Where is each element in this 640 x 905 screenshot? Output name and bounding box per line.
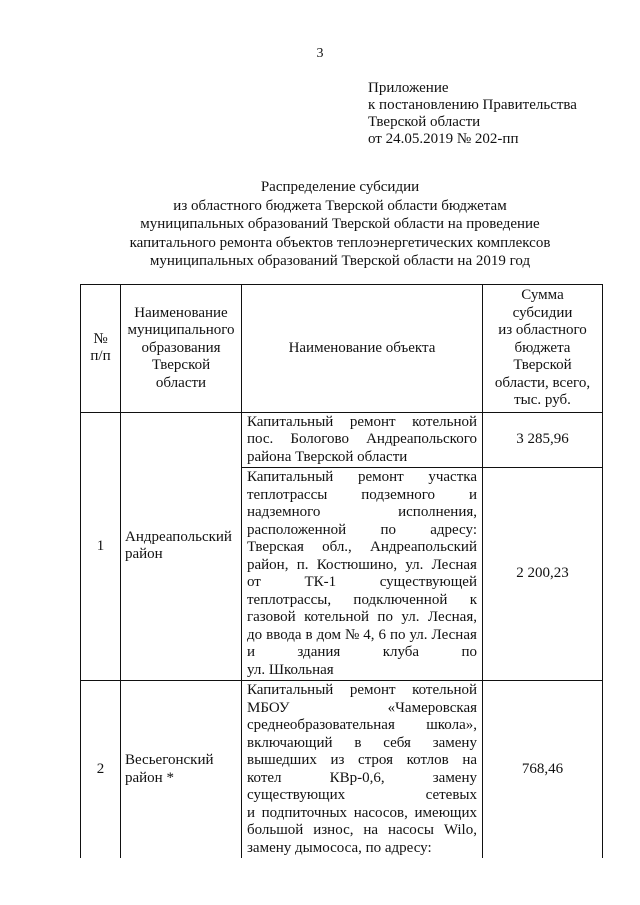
object-line: замену дымососа, по адресу: <box>247 839 432 856</box>
row-municipality <box>121 681 242 859</box>
row-municipality <box>121 412 242 681</box>
appendix-line: к постановлению Правительства <box>368 97 577 113</box>
object-line: среднеобразовательная школа», <box>247 717 477 733</box>
appendix-block <box>368 80 577 148</box>
object-line: Капитальный ремонт котельной <box>247 413 477 430</box>
object-line: теплотрассы, подключенной к <box>247 591 477 608</box>
header-line: № <box>93 330 108 347</box>
object-line: Капитальный ремонт котельной <box>247 682 477 698</box>
object-line: и подпиточных насосов, имеющих <box>247 804 477 821</box>
municipality-line: район * <box>125 769 174 786</box>
title-line: муниципальных образований Тверской области на проведение <box>140 216 540 232</box>
header-municipality <box>121 285 242 413</box>
header-line: Сумма <box>521 287 564 303</box>
object-line: до ввода в дом № 4, 6 по ул. Лесная <box>247 626 477 643</box>
municipality-line: Весьегонский <box>125 752 214 768</box>
subsidy-table <box>80 284 603 858</box>
title-line: муниципальных образований Тверской области на 2019 год <box>149 253 531 269</box>
header-num <box>81 285 121 413</box>
header-line: Тверской <box>513 357 572 373</box>
object-line: и здания клуба по <box>247 644 477 660</box>
object-cell <box>242 681 483 859</box>
amount-cell: 3 285,96 <box>483 412 603 468</box>
header-line: Тверской области <box>151 357 211 391</box>
object-line: район, п. Костюшино, ул. Лесная <box>247 556 477 573</box>
table-row <box>81 412 603 468</box>
header-line: из областного <box>498 322 587 338</box>
appendix-line: от 24.05.2019 № 202-пп <box>368 131 519 147</box>
header-line: образования <box>141 339 221 356</box>
object-line: пос. Бологово Андреапольского <box>247 431 477 447</box>
object-line: расположенной по адресу: <box>247 521 477 538</box>
object-line: от ТК-1 существующей <box>247 574 477 590</box>
header-amount <box>483 285 603 413</box>
header-line: субсидии <box>512 304 573 321</box>
title-line: из областного бюджета Тверской области бюджетам <box>173 197 507 214</box>
municipality-line: Андреапольский <box>125 528 232 545</box>
object-cell <box>242 468 483 681</box>
amount-cell: 768,46 <box>483 681 603 859</box>
object-line: большой износ, на насосы Wilo, <box>247 822 477 838</box>
object-line: района Тверской области <box>247 448 408 465</box>
appendix-line: Тверской области <box>368 114 481 130</box>
row-num: 1 <box>81 412 121 681</box>
object-line: надземного исполнения, <box>247 504 477 520</box>
table-header-row <box>81 285 603 413</box>
object-line: Тверская обл., Андреапольский <box>247 539 477 555</box>
municipality-line: район <box>125 546 163 563</box>
header-line: бюджета <box>514 339 571 356</box>
object-cell <box>242 412 483 468</box>
object-line: котел КВр-0,6, замену <box>247 769 477 786</box>
object-line: существующих сетевых <box>247 787 477 803</box>
object-line: газовой котельной по ул. Лесная, <box>247 609 477 625</box>
object-line: МБОУ «Чамеровская <box>247 699 477 716</box>
header-line: муниципального <box>127 322 235 338</box>
appendix-line: Приложение <box>368 80 449 96</box>
header-line: области, всего, <box>494 374 591 391</box>
page-number: 3 <box>316 46 324 61</box>
header-line: Наименование <box>134 304 228 321</box>
object-line: включающий в себя замену <box>247 734 477 751</box>
header-object: Наименование объекта <box>242 285 483 413</box>
object-line: ул. Школьная <box>247 661 334 678</box>
row-num: 2 <box>81 681 121 859</box>
header-line: тыс. руб. <box>514 392 571 408</box>
amount-cell: 2 200,23 <box>483 468 603 681</box>
object-line: теплотрассы подземного и <box>247 486 477 503</box>
title-line: Распределение субсидии <box>260 179 420 195</box>
object-line: вышедших из строя котлов на <box>247 752 477 768</box>
header-line: п/п <box>90 348 111 365</box>
table-row <box>81 681 603 859</box>
object-line: Капитальный ремонт участка <box>247 469 477 485</box>
document-title <box>60 178 620 271</box>
title-line: капитального ремонта объектов теплоэнергетических комплексов <box>129 234 551 251</box>
